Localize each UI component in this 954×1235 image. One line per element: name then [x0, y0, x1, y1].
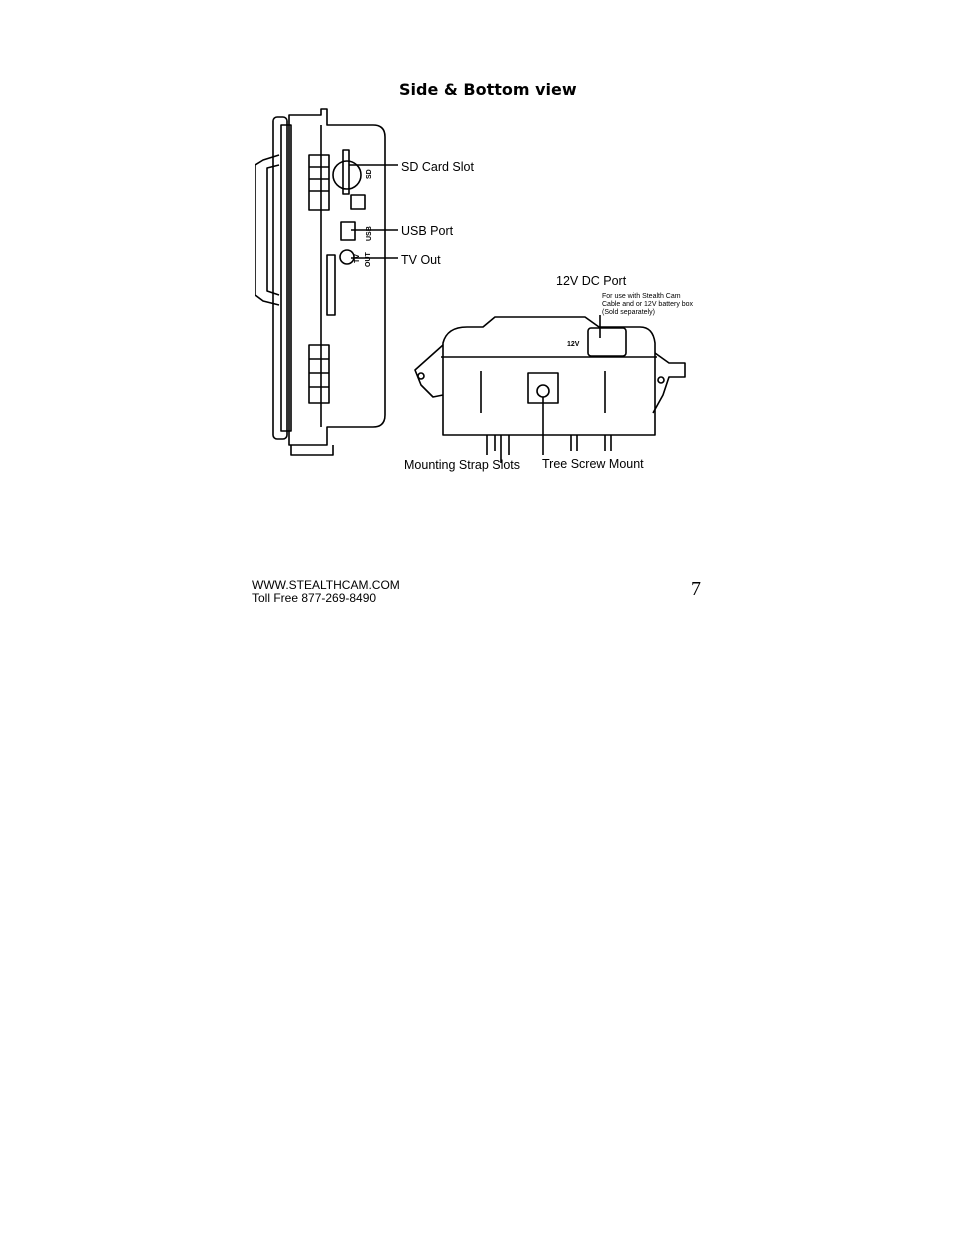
dc-port: [588, 328, 626, 356]
sd-mark: SD: [366, 169, 373, 179]
tv-out-jack: [340, 250, 354, 264]
camera-diagram-svg: [255, 105, 705, 485]
dc-port-label: 12V DC Port: [556, 274, 627, 288]
side-foot: [291, 445, 333, 455]
mounting-strap-slots-label: Mounting Strap Slots: [404, 458, 521, 472]
page-number: 7: [691, 578, 701, 600]
bottom-ear-left: [415, 345, 443, 397]
sd-insert-direction-icon: [351, 195, 365, 209]
bottom-body: [443, 317, 655, 435]
usb-port-label: USB Port: [401, 224, 454, 238]
side-latch-top: [309, 155, 329, 210]
dc-note-line-2: Cable and or 12V battery box: [602, 301, 694, 308]
tv-out-label: TV Out: [401, 253, 441, 267]
footer: [252, 579, 400, 605]
strap-slot-right: [571, 435, 611, 451]
page-title: Side & Bottom view: [399, 80, 577, 99]
footer-website: WWW.STEALTHCAM.COM: [252, 578, 400, 592]
footer-phone: Toll Free 877-269-8490: [252, 591, 377, 605]
out-mark: OUT: [365, 252, 372, 267]
strap-slot-left: [487, 435, 509, 455]
tree-screw-mount-label: Tree Screw Mount: [542, 457, 644, 471]
side-latch-bottom: [309, 345, 329, 403]
usb-mark: USB: [366, 226, 373, 241]
dc-note-line-1: For use with Stealth Cam: [602, 293, 681, 300]
dc-note-line-3: (Sold separately): [602, 309, 655, 316]
usb-port: [341, 222, 355, 240]
side-mid-tab: [327, 255, 335, 315]
bottom-ear-right: [653, 353, 685, 413]
dc-mark: 12V: [567, 341, 580, 348]
side-body: [289, 109, 385, 445]
sd-card-slot-label: SD Card Slot: [401, 160, 474, 174]
tv-mark: TV: [354, 254, 361, 263]
camera-diagram: [255, 105, 705, 485]
sd-slot: [343, 150, 349, 194]
